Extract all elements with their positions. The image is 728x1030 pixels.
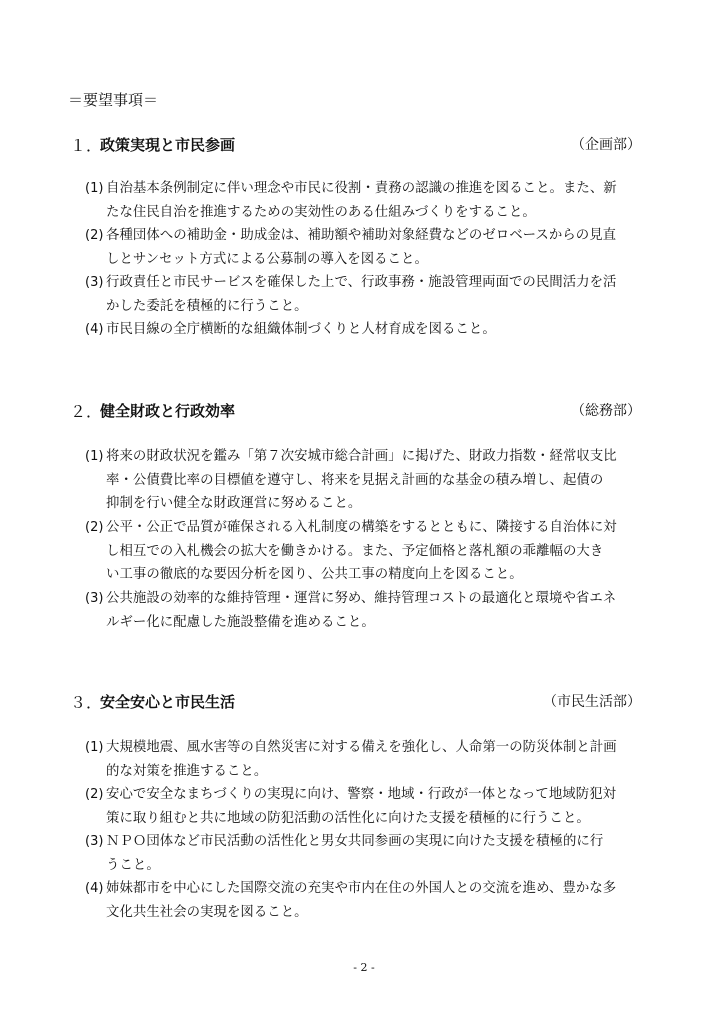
item-line: い工事の徹底的な要因分析を図り、公共工事の精度向上を図ること。 [106,567,523,582]
list-item [0,445,728,516]
item-line: 文化共生社会の実現を図ること。 [106,904,308,920]
document-heading: ＝要望事項＝ [68,91,159,109]
section-1 [0,133,728,157]
list-item [0,736,728,783]
item-number: (2) [85,787,104,802]
section-title: 健全財政と行政効率 [100,402,236,420]
item-text [106,445,662,516]
item-line: 姉妹都市を中心にした国際交流の充実や市内在住の外国人との交流を進め、豊かな多 [106,881,617,896]
section-department: （市民生活部） [543,694,641,710]
item-text [106,271,662,318]
list-item [0,516,728,587]
list-item [0,587,728,634]
list-item [0,318,728,342]
item-line: 抑制を行い健全な財政運営に努めること。 [106,496,362,511]
item-text [106,318,662,342]
item-line: 市民目線の全庁横断的な組織体制づくりと人材育成を図ること。 [106,322,496,337]
section-title: 安全安心と市民生活 [100,693,236,711]
item-line: ＮＰＯ団体など市民活動の活性化と男女共同参画の実現に向けた支援を積極的に行 [106,834,604,849]
item-line: 大規模地震、風水害等の自然災害に対する備えを強化し、人命第一の防災体制と計画 [106,740,617,755]
item-number: (3) [85,834,104,849]
item-number: (1) [85,740,104,755]
section-number: ３． [70,693,103,712]
section-department: （企画部） [571,137,641,153]
item-number: (4) [85,881,104,896]
item-line: 策に取り組むと共に地域の防犯活動の活性化に向けた支援を積極的に行うこと。 [106,810,590,826]
item-line: 各種団体への補助金・助成金は、補助額や補助対象経費などのゼロベースからの見直 [106,228,617,243]
item-line: しとサンセット方式による公募制の導入を図ること。 [106,251,428,267]
list-item [0,830,728,877]
item-line: ルギー化に配慮した施設整備を進めること。 [106,614,375,630]
item-line: 行政責任と市民サービスを確保した上で、行政事務・施設管理両面での民間活力を活 [106,275,617,290]
item-text [106,177,662,224]
item-line: 公共施設の効率的な維持管理・運営に努め、維持管理コストの最適化と環境や省エネ [106,591,617,606]
item-line: 将来の財政状況を鑑み「第７次安城市総合計画」に掲げた、財政力指数・経常収支比 [106,449,617,464]
list-item [0,783,728,830]
item-text [106,516,662,587]
item-line: し相互での入札機会の拡大を働きかける。また、予定価格と落札額の乖離幅の大き [106,543,604,559]
item-line: 公平・公正で品質が確保される入札制度の構築をするとともに、隣接する自治体に対 [106,520,617,535]
section-3-items [0,736,728,924]
item-text [106,224,662,271]
item-number: (4) [85,322,104,337]
section-header [0,690,728,714]
section-header [0,133,728,157]
section-number: １． [70,136,103,155]
section-2-items [0,445,728,634]
section-3 [0,690,728,714]
item-text [106,587,662,634]
page-number: - 2 - [353,961,375,974]
section-department: （総務部） [571,403,641,419]
item-number: (2) [85,520,104,535]
item-line: たな住民自治を推進するための実効性のある仕組みづくりをすること。 [106,204,536,220]
list-item [0,271,728,318]
item-text [106,830,662,877]
item-line: 的な対策を推進すること。 [106,763,268,779]
item-line: 率・公債費比率の目標値を遵守し、将来を見据え計画的な基金の積み増し、起債の [106,472,604,488]
section-header [0,399,728,423]
list-item [0,224,728,271]
item-text [106,736,662,783]
item-line: うこと。 [106,857,160,873]
item-number: (3) [85,275,104,290]
item-number: (2) [85,228,104,243]
item-number: (1) [85,449,104,464]
item-line: 安心で安全なまちづくりの実現に向け、警察・地域・行政が一体となって地域防犯対 [106,787,617,802]
item-text [106,783,662,830]
list-item [0,177,728,224]
item-number: (1) [85,181,104,196]
item-line: 自治基本条例制定に伴い理念や市民に役割・責務の認識の推進を図ること。また、新 [106,181,617,196]
item-number: (3) [85,591,104,606]
item-text [106,877,662,924]
section-1-items [0,177,728,342]
section-number: ２． [70,402,103,421]
list-item [0,877,728,924]
item-line: かした委託を積極的に行うこと。 [106,298,308,314]
section-2 [0,399,728,423]
section-title: 政策実現と市民参画 [100,136,236,154]
